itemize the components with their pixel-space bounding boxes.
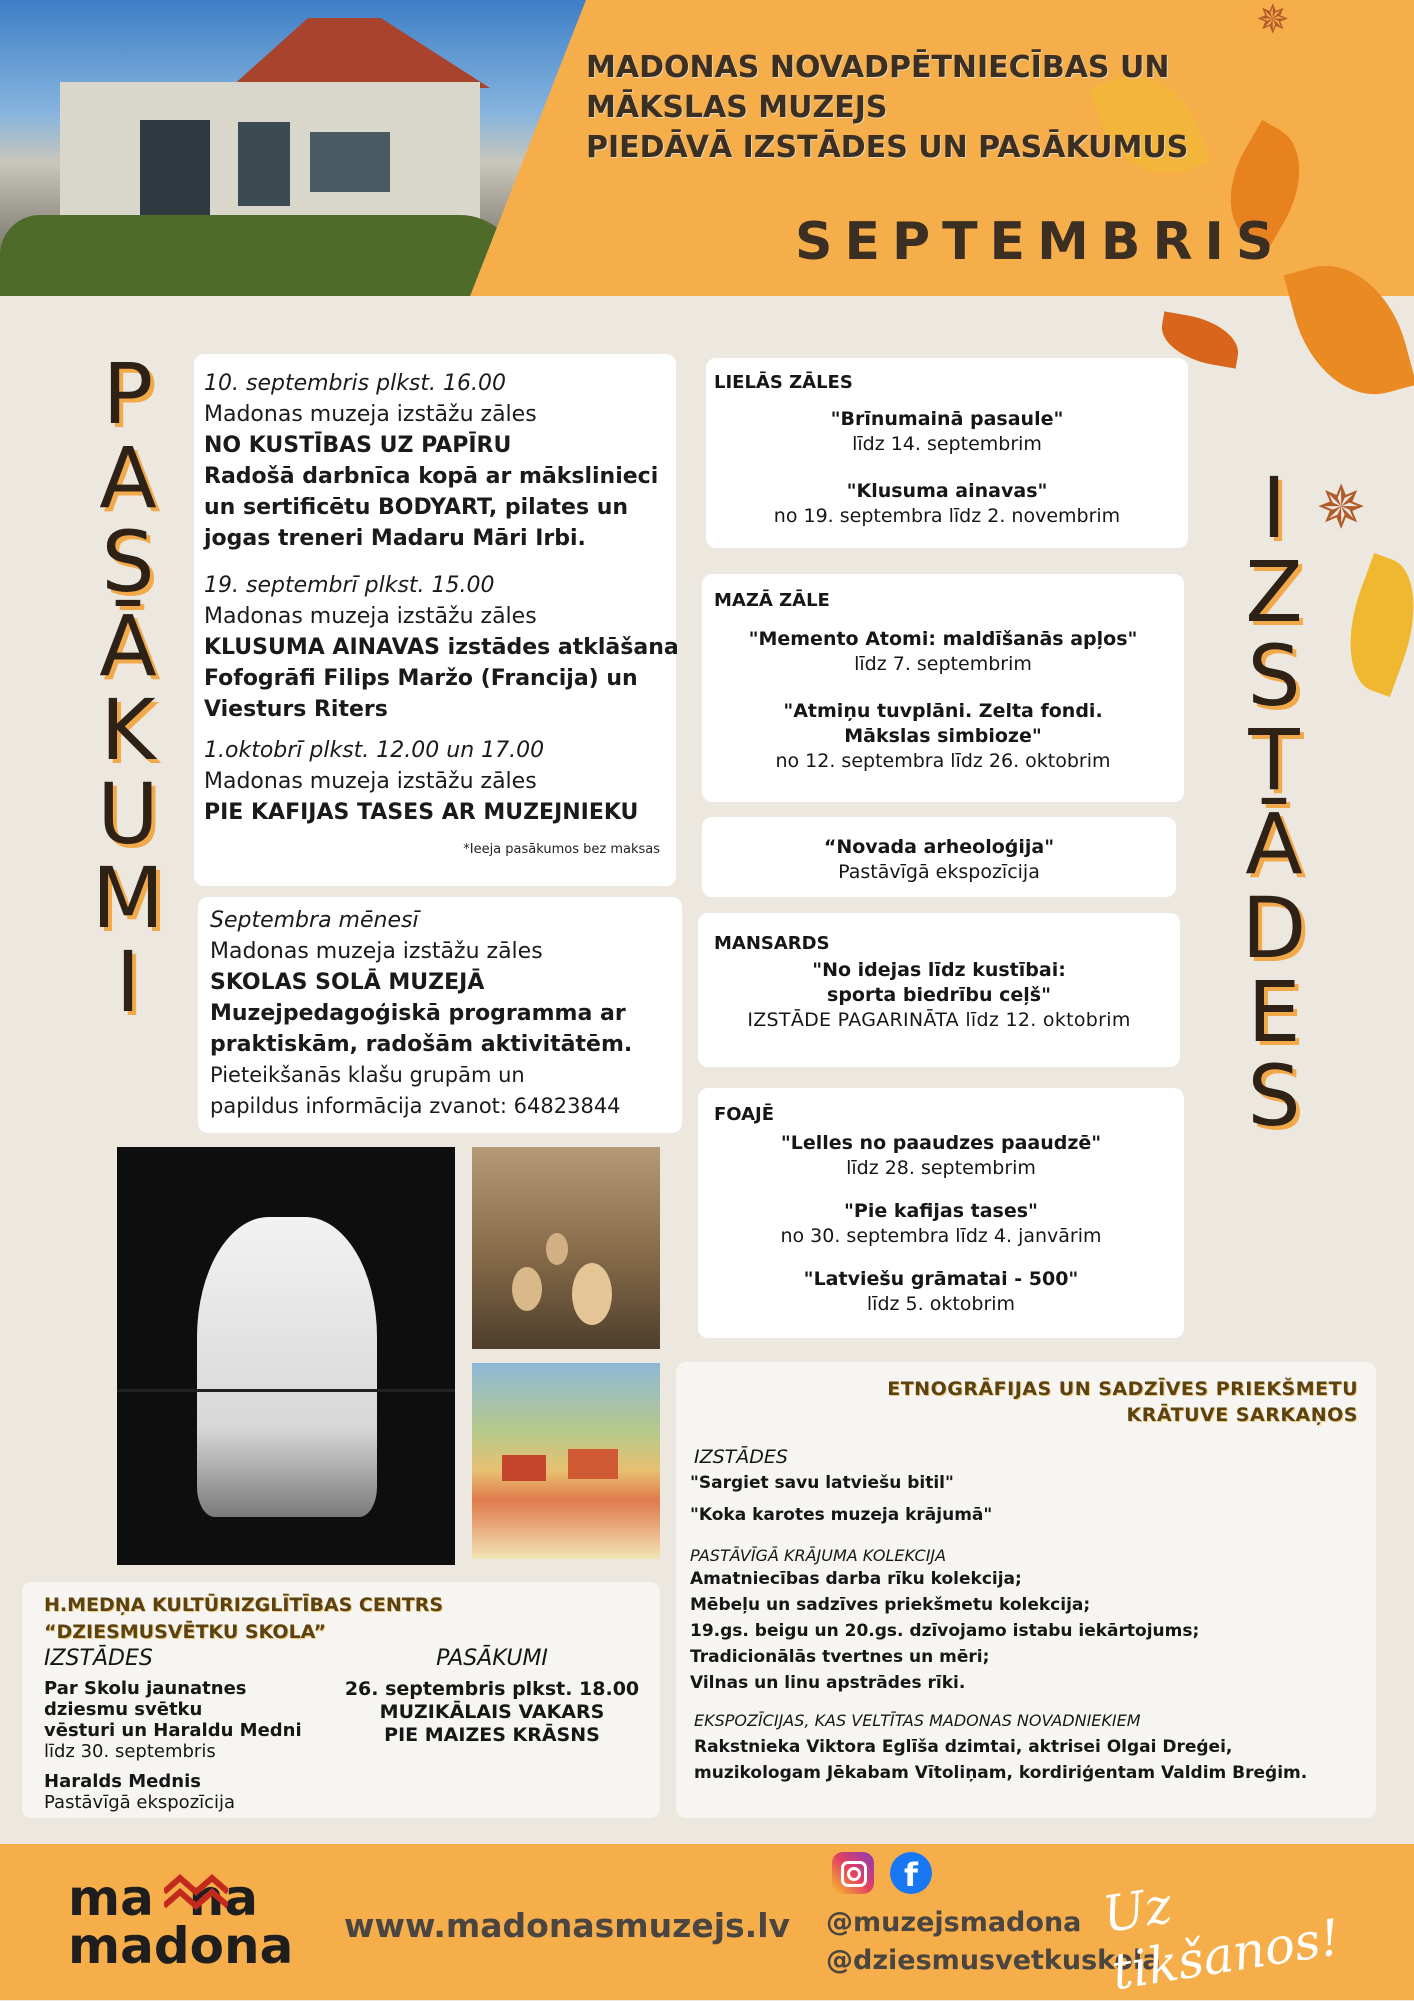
exhibit-card-foaje xyxy=(698,1088,1184,1338)
letter: M xyxy=(91,849,165,947)
letter: Ā xyxy=(99,597,157,695)
event-place: Madonas muzeja izstāžu zāles xyxy=(204,402,537,427)
photo-window xyxy=(310,132,390,192)
centre-title-line: H.MEDŅA KULTŪRIZGLĪTĪBAS CENTRS xyxy=(44,1594,444,1616)
event-1 xyxy=(204,368,666,554)
centre-title xyxy=(22,1582,660,1646)
hall-heading: LIELĀS ZĀLES xyxy=(714,372,853,393)
centre-exhibit-title: Haralds Mednis xyxy=(44,1771,201,1792)
collection-item: Amatniecības darba rīku kolekcija; xyxy=(690,1569,1022,1589)
photo-bushes xyxy=(0,215,520,296)
wooden-spoons-photo xyxy=(472,1147,660,1349)
instagram-handle[interactable]: @muzejsmadona xyxy=(826,1907,1082,1938)
exhibit-dates: no 30. septembra līdz 4. janvārim xyxy=(780,1225,1102,1247)
vertical-word-pasakumi xyxy=(78,345,178,1031)
program-title: SKOLAS SOLĀ MUZEJĀ xyxy=(210,970,485,995)
letter: T xyxy=(1248,711,1300,809)
exhibit-dates: no 19. septembra līdz 2. novembrim xyxy=(773,505,1121,527)
exhibit-title: "Atmiņu tuvplāni. Zelta fondi. xyxy=(783,700,1103,722)
exhibit-title: "No idejas līdz kustībai: xyxy=(812,959,1066,981)
vertical-word-izstades xyxy=(1224,459,1324,1145)
photo-sky xyxy=(197,1217,377,1517)
spoon-shape xyxy=(512,1267,542,1311)
program-info: Pieteikšanās klašu grupām un xyxy=(210,1063,525,1087)
event-place: Madonas muzeja izstāžu zāles xyxy=(204,769,537,794)
exhibit-dates: līdz 5. oktobrim xyxy=(866,1293,1016,1315)
program-place: Madonas muzeja izstāžu zāles xyxy=(210,939,543,964)
storage-title-line: KRĀTUVE SARKAŅOS xyxy=(1126,1404,1358,1426)
section-heading: IZSTĀDES xyxy=(694,1446,788,1468)
exhibit-card-mansards xyxy=(698,913,1180,1067)
exhibit-title: Mākslas simbioze" xyxy=(844,725,1042,747)
letter: A xyxy=(99,429,157,527)
star-anise-icon: ✵ xyxy=(1256,0,1290,43)
instagram-lens xyxy=(847,1867,861,1881)
section-heading: PASTĀVĪGĀ KRĀJUMA KOLEKCIJA xyxy=(690,1546,947,1565)
centre-event-line: 26. septembris plkst. 18.00 xyxy=(344,1678,640,1700)
event-date: 10. septembris plkst. 16.00 xyxy=(204,371,506,396)
title-line: MĀKSLAS MUZEJS xyxy=(586,90,888,125)
exhibit-title: "Lelles no paaudzes paaudzē" xyxy=(780,1132,1102,1154)
photo-horizon xyxy=(117,1389,455,1392)
event-place: Madonas muzeja izstāžu zāles xyxy=(204,604,537,629)
collection-item: Vilnas un linu apstrādes rīki. xyxy=(690,1673,966,1693)
exhibit-title: "Pie kafijas tases" xyxy=(844,1200,1038,1222)
letter: S xyxy=(1247,627,1301,725)
hall-heading: MAZĀ ZĀLE xyxy=(714,590,830,611)
letter: I xyxy=(1261,459,1287,557)
program-info: papildus informācija zvanot: 64823844 xyxy=(210,1094,621,1118)
medna-centre-card xyxy=(22,1582,660,1818)
centre-exhibit-title: dziesmu svētku xyxy=(44,1699,203,1720)
exhibit-title: sporta biedrību ceļš" xyxy=(827,984,1051,1006)
letter: S xyxy=(101,513,155,611)
exhibit-dates: līdz 7. septembrim xyxy=(854,653,1032,675)
exhibit-card-maza xyxy=(702,574,1184,802)
title-line: MADONAS NOVADPĒTNIECĪBAS UN xyxy=(586,50,1170,85)
centre-exhibit-title: vēsturi un Haraldu Medni xyxy=(44,1720,302,1741)
logo-zigzag-icon xyxy=(164,1870,228,1910)
event-2 xyxy=(204,570,679,725)
spoon-shape xyxy=(572,1263,612,1325)
section-heading: IZSTĀDES xyxy=(44,1646,153,1671)
centre-exhibit-subtitle: Pastāvīgā ekspozīcija xyxy=(44,1792,236,1813)
letter: Ā xyxy=(1245,795,1303,893)
centre-exhibitions xyxy=(44,1644,324,1813)
exhibit-dates: līdz 14. septembrim xyxy=(852,433,1042,455)
event-desc: un sertificētu BODYART, pilates un xyxy=(204,495,629,520)
painting-roof xyxy=(502,1455,546,1481)
letter: U xyxy=(97,765,159,863)
photo-window xyxy=(238,122,290,206)
logo-line: ma na xyxy=(68,1869,258,1927)
storage-title-line: ETNOGRĀFIJAS UN SADZĪVES PRIEKŠMETU xyxy=(887,1378,1358,1400)
website-link[interactable]: www.madonasmuzejs.lv xyxy=(344,1906,791,1945)
exhibit-subtitle: Pastāvīgā ekspozīcija xyxy=(838,861,1040,883)
hall-heading: MANSARDS xyxy=(714,933,830,954)
letter: E xyxy=(1247,963,1301,1061)
exhibit-dates: līdz 28. septembrim xyxy=(846,1157,1036,1179)
hall-heading: FOAJĒ xyxy=(714,1104,775,1125)
exhibit-dates: IZSTĀDE PAGARINĀTA līdz 12. oktobrim xyxy=(747,1009,1131,1031)
mana-madona-logo xyxy=(68,1869,318,1975)
museum-title xyxy=(586,48,1286,168)
school-program-card xyxy=(198,897,682,1133)
section-heading: PASĀKUMI xyxy=(436,1646,548,1671)
photo-roof xyxy=(230,18,490,88)
exhibit-title: "Memento Atomi: maldīšanās apļos" xyxy=(748,628,1138,650)
letter: I xyxy=(115,933,141,1031)
ethnography-storage-card xyxy=(676,1362,1376,1818)
exhibit-card-arheologija xyxy=(702,817,1176,897)
exhibit-title: "Klusuma ainavas" xyxy=(846,480,1048,502)
exhibit-title: "Brīnumainā pasaule" xyxy=(830,408,1064,430)
logo-line: madona xyxy=(68,1917,294,1975)
centre-events xyxy=(342,1644,642,1747)
program-desc: praktiskām, radošām aktivitātēm. xyxy=(210,1032,633,1057)
exhibit-card-lielas xyxy=(706,358,1188,548)
centre-event-line: PIE MAIZES KRĀSNS xyxy=(384,1724,600,1746)
instagram-icon[interactable] xyxy=(832,1852,874,1894)
letter: Z xyxy=(1245,543,1303,641)
letter: D xyxy=(1241,879,1307,977)
centre-exhibit-dates: līdz 30. septembris xyxy=(44,1741,216,1762)
facebook-handle[interactable]: @dziesmusvetkuskola xyxy=(826,1945,1161,1976)
event-date: 19. septembrī plkst. 15.00 xyxy=(204,573,495,598)
letter: P xyxy=(102,345,154,443)
see-you-text: Uz tikšanos! xyxy=(1098,1876,1345,2001)
event-desc: Radošā darbnīca kopā ar mākslinieci xyxy=(204,464,659,489)
storage-exhibit: "Sargiet savu latviešu bitil" xyxy=(690,1473,954,1493)
event-title: KLUSUMA AINAVAS izstādes atklāšana xyxy=(204,635,679,660)
exhibit-title: "Latviešu grāmatai - 500" xyxy=(803,1268,1079,1290)
exposition-line: Rakstnieka Viktora Eglīša dzimtai, aktrisei Olgai Dreģei, xyxy=(694,1737,1233,1757)
free-entry-note: *Ieeja pasākumos bez maksas xyxy=(463,842,660,857)
storage-title xyxy=(676,1362,1376,1428)
event-desc: jogas treneri Madaru Māri Irbi. xyxy=(204,526,586,551)
letter: K xyxy=(100,681,156,779)
storage-exhibit: "Koka karotes muzeja krājumā" xyxy=(690,1505,993,1525)
centre-title-line: “DZIESMUSVĒTKU SKOLA” xyxy=(44,1621,327,1643)
colorful-town-painting xyxy=(472,1363,660,1559)
facebook-icon[interactable]: f xyxy=(890,1852,932,1894)
spoon-shape xyxy=(546,1233,568,1265)
event-title: PIE KAFIJAS TASES AR MUZEJNIEKU xyxy=(204,800,639,825)
collection-item: Mēbeļu un sadzīves priekšmetu kolekcija; xyxy=(690,1595,1091,1615)
event-desc: Fofogrāfi Filips Maržo (Francija) un xyxy=(204,666,638,691)
events-card xyxy=(194,354,679,886)
logo-zigzag-svg xyxy=(164,1870,228,1910)
event-date: 1.oktobrī plkst. 12.00 un 17.00 xyxy=(204,738,545,763)
event-3 xyxy=(204,735,666,828)
centre-event-line: MUZIKĀLAIS VAKARS xyxy=(379,1701,605,1723)
collection-item: Tradicionālās tvertnes un mēri; xyxy=(690,1647,990,1667)
exposition-line: muzikologam Jēkabam Vītoliņam, kordiriģentam Valdim Breģim. xyxy=(694,1763,1308,1783)
letter: S xyxy=(1247,1047,1301,1145)
collection-item: 19.gs. beigu un 20.gs. dzīvojamo istabu iekārtojums; xyxy=(690,1621,1200,1641)
section-heading: EKSPOZĪCIJAS, KAS VELTĪTAS MADONAS NOVADNIEKIEM xyxy=(694,1711,1141,1730)
painting-roof xyxy=(568,1449,618,1479)
event-title: NO KUSTĪBAS UZ PAPĪRU xyxy=(204,433,512,458)
landscape-bw-photo xyxy=(117,1147,455,1565)
program-date: Septembra mēnesī xyxy=(210,908,419,933)
title-line: PIEDĀVĀ IZSTĀDES UN PASĀKUMUS xyxy=(586,130,1189,165)
exhibit-title: “Novada arheoloģija" xyxy=(823,836,1055,858)
month-title: SEPTEMBRIS xyxy=(795,212,1286,272)
autumn-leaf-icon xyxy=(1330,553,1414,697)
program-desc: Muzejpedagoģiskā programma ar xyxy=(210,1001,626,1026)
exhibit-dates: no 12. septembra līdz 26. oktobrim xyxy=(775,750,1111,772)
star-anise-icon: ✵ xyxy=(1316,473,1367,543)
event-desc: Viesturs Riters xyxy=(204,697,388,722)
centre-exhibit-title: Par Skolu jaunatnes xyxy=(44,1678,247,1699)
